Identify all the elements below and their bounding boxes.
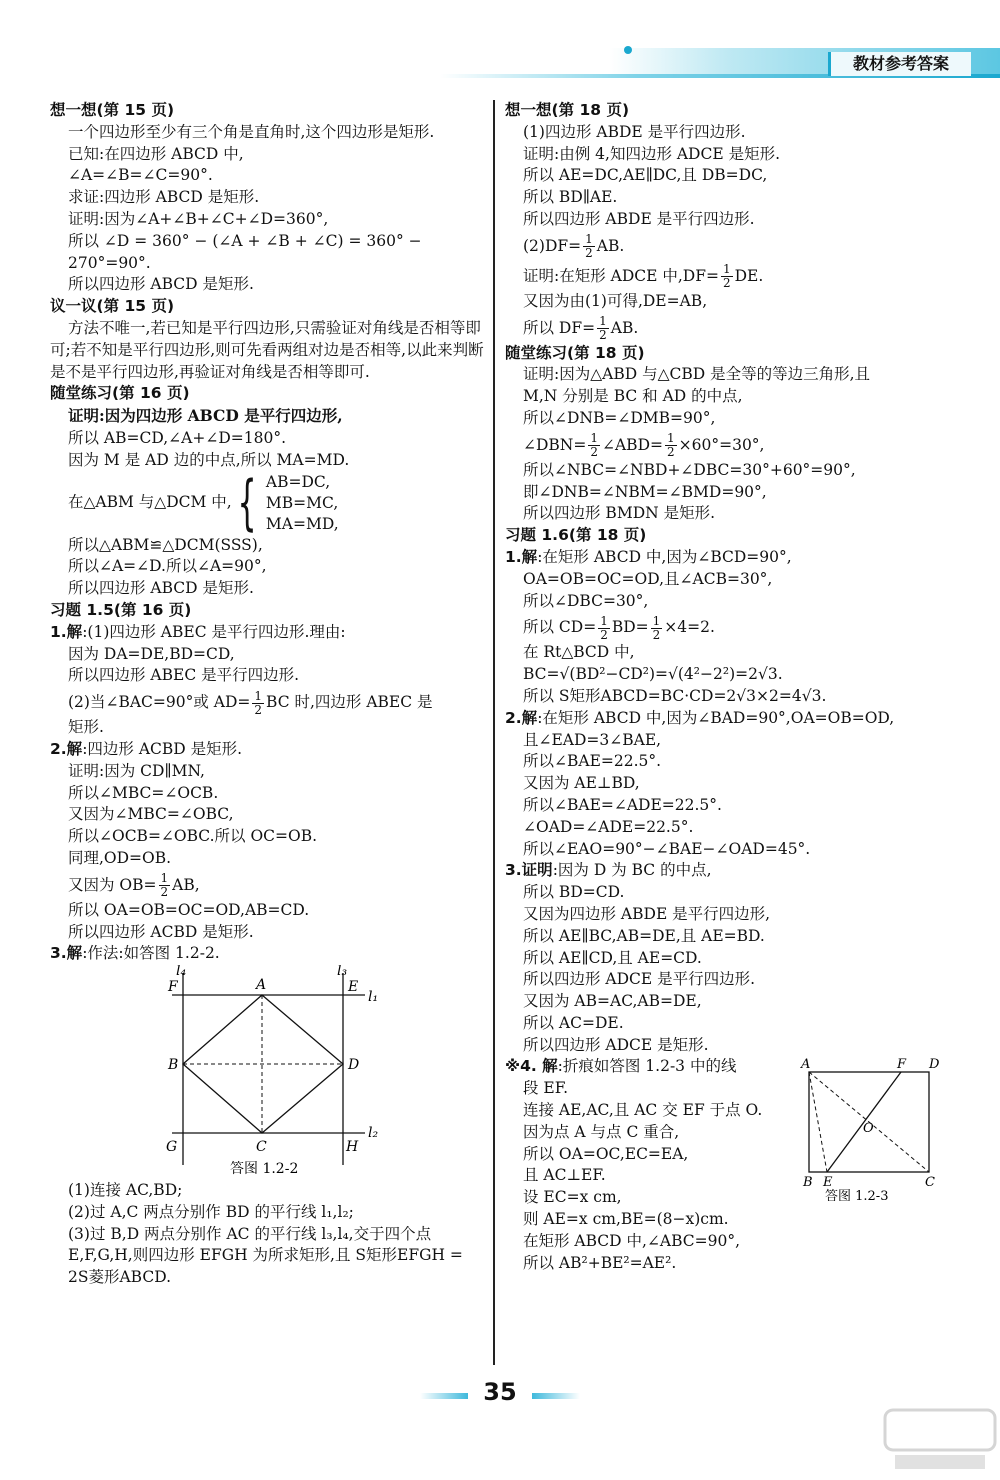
text: :因为 D 为 BC 的中点, (552, 861, 712, 880)
text: 又因为 OB= (68, 875, 157, 894)
text-line: 所以 OA=OC,EC=EA, (523, 1144, 689, 1163)
numerator: 1 (160, 871, 169, 886)
numerator: 1 (667, 431, 675, 446)
text: (2)DF= (523, 236, 582, 255)
numerator: 1 (599, 314, 607, 329)
text-line: 所以∠NBC=∠NBD+∠DBC=30°+60°=90°, (523, 460, 856, 479)
text-line: 且 AC⊥EF. (523, 1166, 606, 1185)
text-line (50, 739, 490, 761)
text-line: 所以 AE∥BC,AB=DE,且 AE=BD. (523, 926, 765, 945)
label-l2: l₂ (368, 1125, 379, 1142)
page-footer (0, 1375, 1000, 1415)
label-D: D (929, 1057, 940, 1073)
denominator: 2 (160, 885, 169, 900)
text-line: 又因为四边形 ABDE 是平行四边形, (523, 904, 771, 923)
text-line: 同理,OD=OB. (68, 848, 172, 867)
text: :作法:如答图 1.2-2. (82, 944, 220, 963)
numerator: 1 (600, 613, 608, 628)
text: ∠ABD= (602, 435, 663, 454)
text-line: 又因为由(1)可得,DE=AB, (523, 291, 708, 310)
text-line (50, 622, 490, 644)
text-line (50, 405, 490, 428)
fraction (583, 233, 595, 260)
page-number: 35 (483, 1378, 517, 1406)
numerator: 1 (590, 431, 598, 446)
label-H: H (346, 1139, 359, 1156)
text-line: 所以 OA=OB=OC=OD,AB=CD. (68, 900, 310, 919)
text-line: ∠A=∠B=∠C=90°. (68, 166, 213, 185)
denominator: 2 (652, 627, 661, 642)
section-heading: 习题 1.6(第 18 页) (505, 526, 647, 545)
section-heading: 随堂练习(第 16 页) (50, 384, 190, 403)
text-line: 则 AE=x cm,BE=(8−x)cm. (523, 1210, 729, 1229)
figure-1-2-3 (797, 1056, 947, 1201)
text: BD= (611, 618, 649, 637)
text-line: (1)四边形 ABDE 是平行四边形. (523, 122, 746, 141)
text-line (505, 313, 960, 343)
text: AB. (610, 318, 639, 337)
text-line: 已知:在四边形 ABCD 中, (68, 144, 244, 163)
question-number: 1.解 (50, 622, 83, 641)
fraction (252, 690, 264, 717)
watermark-logo (880, 1405, 1000, 1475)
text-line: 证明:因为 CD∥MN, (68, 761, 205, 780)
text-line (50, 687, 490, 717)
text-line (505, 430, 960, 460)
text: (2)当∠BAC=90°或 AD= (68, 693, 251, 712)
proof-text: 证明:因为四边形 ABCD 是平行四边形, (68, 406, 343, 426)
label-E: E (823, 1175, 833, 1191)
text-line: 所以四边形 ADCE 是平行四边形. (523, 970, 756, 989)
text-line: ∠OAD=∠ADE=22.5°. (523, 817, 694, 836)
text-line (505, 261, 960, 291)
label-l3: l₃ (337, 965, 348, 980)
text-line: 矩形. (68, 718, 104, 737)
text-line: 所以四边形 ABCD 是矩形. (68, 275, 254, 294)
denominator: 2 (599, 328, 607, 343)
fraction (159, 872, 171, 899)
question-number: ※4. 解 (505, 1057, 558, 1076)
text-line: 所以四边形 ABEC 是平行四边形. (68, 666, 300, 685)
question-number: 3.证明 (505, 861, 553, 880)
column-divider (493, 100, 495, 1365)
text-line (505, 547, 960, 569)
denominator: 2 (667, 445, 675, 460)
denominator: 2 (722, 276, 731, 291)
text-line (505, 612, 960, 642)
label-B: B (803, 1175, 813, 1191)
fraction (588, 432, 600, 459)
text-line (505, 231, 960, 261)
text: 证明:在矩形 ADCE 中,DF= (523, 266, 719, 285)
text: ×4=2. (664, 618, 715, 637)
fraction (597, 315, 609, 342)
text-line: 求证:四边形 ABCD 是矩形. (68, 188, 260, 207)
label-F: F (168, 979, 178, 996)
fraction (651, 615, 663, 642)
label-l1: l₁ (368, 989, 379, 1006)
text-line: 所以 BD=CD. (523, 883, 625, 902)
brace-lines (266, 472, 339, 535)
text: :(1)四边形 ABEC 是平行四边形.理由: (82, 622, 346, 641)
text-line: 连接 AE,AC,且 AC 交 EF 于点 O. (523, 1101, 763, 1120)
label-l4: l₄ (176, 965, 187, 980)
question-number: 2.解 (505, 708, 538, 727)
brace-system (50, 468, 490, 539)
text-line: 所以∠BAE=22.5°. (523, 752, 662, 771)
left-column (50, 100, 490, 1289)
header-label: 教材参考答案 (828, 52, 971, 76)
denominator: 2 (590, 445, 598, 460)
text-line: 所以 AE=DC,AE∥DC,且 DB=DC, (523, 166, 768, 185)
problem-4-block (505, 1056, 960, 1274)
text-line: 又因为∠MBC=∠OBC, (68, 805, 234, 824)
text-line: 2S菱形ABCD. (68, 1268, 172, 1287)
label-B: B (168, 1057, 179, 1074)
text-line: (1)连接 AC,BD; (68, 1181, 183, 1200)
text-line: 因为 DA=DE,BD=CD, (68, 644, 235, 663)
text-line: 所以∠DBC=30°, (523, 591, 649, 610)
text-line (50, 943, 490, 965)
text-line: M,N 分别是 BC 和 AD 的中点, (523, 387, 743, 406)
denominator: 2 (600, 627, 608, 642)
text-line: 设 EC=x cm, (523, 1188, 622, 1207)
text-line: OA=OB=OC=OD,且∠ACB=30°, (523, 569, 773, 588)
text-line: 270°=90°. (68, 253, 151, 272)
text-line: 所以 AC=DE. (523, 1013, 624, 1032)
text-line: 因为点 A 与点 C 重合, (523, 1122, 680, 1141)
text-line (50, 870, 490, 900)
right-column (505, 100, 960, 1274)
text: BC 时,四边形 ABEC 是 (266, 693, 433, 712)
segment-ae (809, 1072, 827, 1172)
text-line: 所以∠DNB=∠DMB=90°, (523, 408, 716, 427)
label-G: G (166, 1139, 178, 1156)
text: DE. (734, 266, 764, 285)
section-heading: 随堂练习(第 18 页) (505, 343, 645, 362)
label-O: O (863, 1121, 874, 1137)
numerator: 1 (722, 262, 731, 277)
text: :四边形 ACBD 是矩形. (82, 739, 243, 758)
text-line: 所以∠BAE=∠ADE=22.5°. (523, 795, 722, 814)
fraction (721, 263, 733, 290)
label-C: C (925, 1175, 935, 1191)
header-dot (624, 46, 632, 54)
text-line: 在矩形 ABCD 中,∠ABC=90°, (523, 1231, 741, 1250)
footer-decoration (420, 1393, 468, 1399)
equation: MA=MD, (265, 514, 339, 533)
text: 所以 CD= (523, 618, 597, 637)
text-line: 所以∠EAO=90°−∠BAE−∠OAD=45°. (523, 839, 811, 858)
text-line: 所以 AB²+BE²=AE². (523, 1253, 677, 1272)
text-line: 所以四边形 BMDN 是矩形. (523, 504, 716, 523)
text-line: 所以∠OCB=∠OBC.所以 OC=OB. (68, 827, 318, 846)
text-line: 在 Rt△BCD 中, (523, 643, 635, 662)
label-A: A (256, 977, 267, 994)
label-F: F (897, 1057, 907, 1073)
section-heading: 议一议(第 15 页) (50, 297, 175, 316)
paragraph: 方法不唯一,若已知是平行四边形,只需验证对角线是否相等即可;若不知是平行四边形,则可先看两组对边是否相等,以此来判断是不是平行四边形,再验证对角线是否相等即可. (50, 318, 484, 381)
text-line: 所以∠MBC=∠OCB. (68, 783, 219, 802)
text-line: 所以四边形 ABDE 是平行四边形. (523, 209, 755, 228)
text-line: (3)过 B,D 两点分别作 AC 的平行线 l₃,l₄,交于四个点 (68, 1224, 432, 1243)
footer-decoration (532, 1393, 580, 1399)
text-line: 即∠DNB=∠NBM=∠BMD=90°, (523, 482, 767, 501)
figure-caption: 答图 1.2-3 (825, 1189, 889, 1202)
text-line: 在△ABM 与△DCM 中, (68, 493, 232, 512)
text-line: 所以△ABM≌△DCM(SSS), (68, 535, 263, 554)
text-line (505, 860, 960, 882)
denominator: 2 (254, 702, 263, 717)
text-line: 且∠EAD=3∠BAE, (523, 730, 662, 749)
text-line: 所以 S矩形ABCD=BC·CD=2√3×2=4√3. (523, 686, 827, 705)
text-line: 所以 BD∥AE. (523, 188, 618, 207)
section-heading: 想一想(第 15 页) (50, 101, 175, 119)
text-line: 所以 AE∥CD,且 AE=CD. (523, 948, 702, 967)
question-number: 2.解 (50, 739, 83, 758)
text: AB. (596, 236, 625, 255)
text-line: 所以∠A=∠D.所以∠A=90°, (68, 557, 267, 576)
text-line: 段 EF. (523, 1079, 569, 1098)
text-line (505, 708, 960, 730)
text-line: 所以四边形 ACBD 是矩形. (68, 922, 254, 941)
numerator: 1 (254, 688, 263, 703)
label-E: E (348, 979, 359, 996)
label-C: C (256, 1139, 267, 1156)
question-number: 3.解 (50, 944, 83, 963)
text: 所以 DF= (523, 318, 596, 337)
text-line: 又因为 AE⊥BD, (523, 774, 640, 793)
denominator: 2 (585, 246, 593, 261)
text-line: 因为 M 是 AD 边的中点,所以 MA=MD. (68, 450, 350, 469)
text-line: 所以 AB=CD,∠A+∠D=180°. (68, 428, 286, 447)
text-line: 所以四边形 ADCE 是矩形. (523, 1035, 709, 1054)
fraction (598, 615, 610, 642)
text-line: 又因为 AB=AC,AB=DE, (523, 992, 702, 1011)
text: :折痕如答图 1.2-3 中的线 (557, 1057, 737, 1076)
label-A: A (801, 1057, 811, 1073)
figure-caption: 答图 1.2-2 (230, 1161, 299, 1178)
text-line: 所以四边形 ABCD 是矩形. (68, 579, 254, 598)
label-D: D (348, 1057, 360, 1074)
equation: AB=DC, (265, 472, 331, 491)
text: :在矩形 ABCD 中,因为∠BAD=90°,OA=OB=OD, (537, 708, 895, 727)
section-heading: 习题 1.5(第 16 页) (50, 600, 192, 619)
text-line: E,F,G,H,则四边形 EFGH 为所求矩形,且 S矩形EFGH = (68, 1246, 463, 1265)
text-line: 证明:因为△ABD 与△CBD 是全等的等边三角形,且 (523, 365, 871, 384)
fraction (665, 432, 677, 459)
text-line: BC=√(BD²−CD²)=√(4²−2²)=2√3. (523, 665, 783, 684)
text: ×60°=30°, (678, 435, 765, 454)
text: :在矩形 ABCD 中,因为∠BCD=90°, (537, 547, 792, 566)
figure-1-2-2 (50, 965, 490, 1180)
question-number: 1.解 (505, 547, 538, 566)
text-line: 证明:因为∠A+∠B+∠C+∠D=360°, (68, 209, 329, 228)
equation: MB=MC, (265, 493, 339, 512)
section-heading: 想一想(第 18 页) (505, 101, 630, 119)
text-line: 证明:由例 4,知四边形 ADCE 是矩形. (523, 144, 781, 163)
text-line: 一个四边形至少有三个角是直角时,这个四边形是矩形. (68, 122, 435, 141)
text: ∠DBN= (523, 435, 587, 454)
left-brace: { (237, 468, 257, 539)
text-line: 所以 ∠D = 360° − (∠A + ∠B + ∠C) = 360° − (68, 231, 422, 250)
text-line: (2)过 A,C 两点分别作 BD 的平行线 l₁,l₂; (68, 1202, 354, 1221)
numerator: 1 (652, 613, 661, 628)
text: AB, (172, 875, 200, 894)
numerator: 1 (585, 232, 593, 247)
